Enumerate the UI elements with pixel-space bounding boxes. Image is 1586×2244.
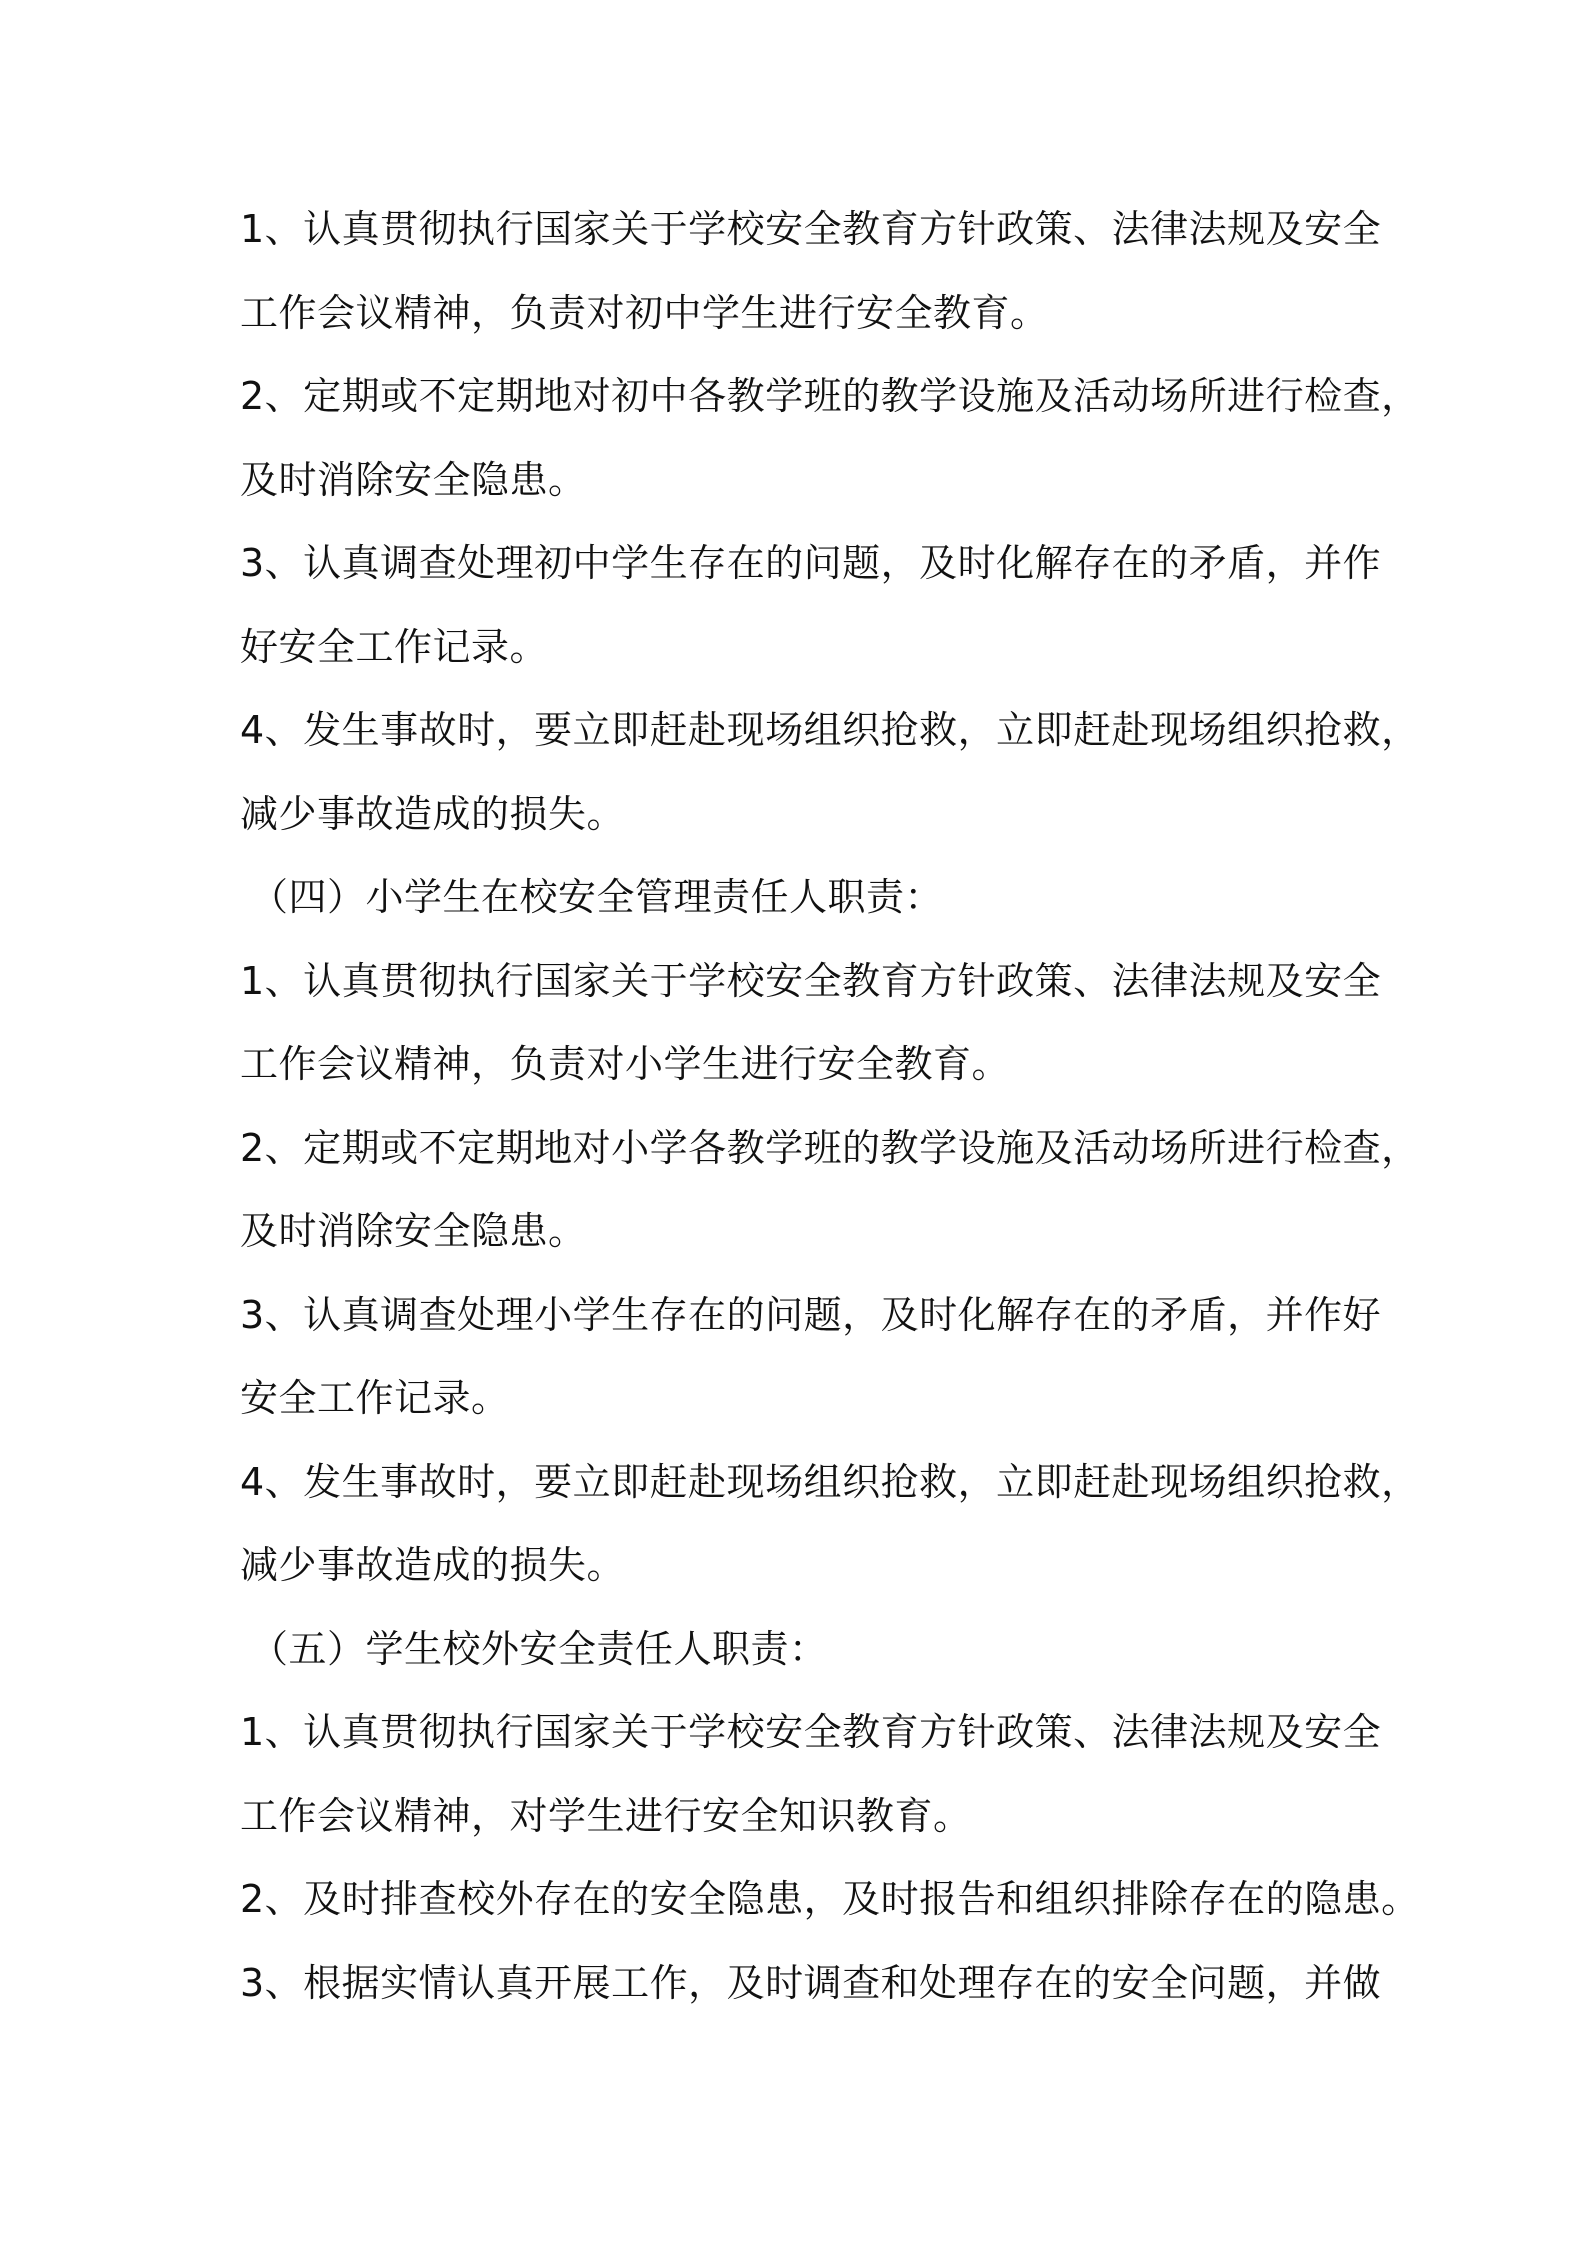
text-line: 工作会议精神，负责对小学生进行安全教育。 <box>240 1042 1011 1086</box>
section-heading: （四）小学生在校安全管理责任人职责： <box>250 875 944 919</box>
text-line: 3、根据实情认真开展工作，及时调查和处理存在的安全问题，并做 <box>240 1960 1382 2005</box>
text-line: 及时消除安全隐患。 <box>240 1209 587 1253</box>
text-line: 减少事故造成的损失。 <box>240 791 626 836</box>
text-line: 1、认真贯彻执行国家关于学校安全教育方针政策、法律法规及安全 <box>240 958 1382 1003</box>
text-line: 工作会议精神，对学生进行安全知识教育。 <box>240 1793 972 1838</box>
text-line: 4、发生事故时，要立即赶赴现场组织抢救，立即赶赴现场组织抢救， <box>240 1459 1420 1504</box>
text-line: 好安全工作记录。 <box>240 624 549 669</box>
text-line: 4、发生事故时，要立即赶赴现场组织抢救，立即赶赴现场组织抢救， <box>240 708 1420 752</box>
text-line: 2、定期或不定期地对初中各教学班的教学设施及活动场所进行检查， <box>240 374 1420 418</box>
section-heading: （五）学生校外安全责任人职责： <box>250 1626 828 1671</box>
text-line: 2、及时排查校外存在的安全隐患，及时报告和组织排除存在的隐患。 <box>240 1877 1420 1921</box>
text-line: 3、认真调查处理小学生存在的问题，及时化解存在的矛盾，并作好 <box>240 1292 1382 1337</box>
text-line: 工作会议精神，负责对初中学生进行安全教育。 <box>240 290 1049 335</box>
document-body <box>240 188 1420 2025</box>
text-line: 3、认真调查处理初中学生存在的问题，及时化解存在的矛盾，并作 <box>240 541 1382 585</box>
text-line: 减少事故造成的损失。 <box>240 1543 626 1587</box>
text-line: 及时消除安全隐患。 <box>240 457 587 502</box>
text-line: 安全工作记录。 <box>240 1376 510 1420</box>
text-line: 1、认真贯彻执行国家关于学校安全教育方针政策、法律法规及安全 <box>240 207 1382 251</box>
text-line: 2、定期或不定期地对小学各教学班的教学设施及活动场所进行检查， <box>240 1125 1420 1170</box>
text-line: 1、认真贯彻执行国家关于学校安全教育方针政策、法律法规及安全 <box>240 1710 1382 1754</box>
